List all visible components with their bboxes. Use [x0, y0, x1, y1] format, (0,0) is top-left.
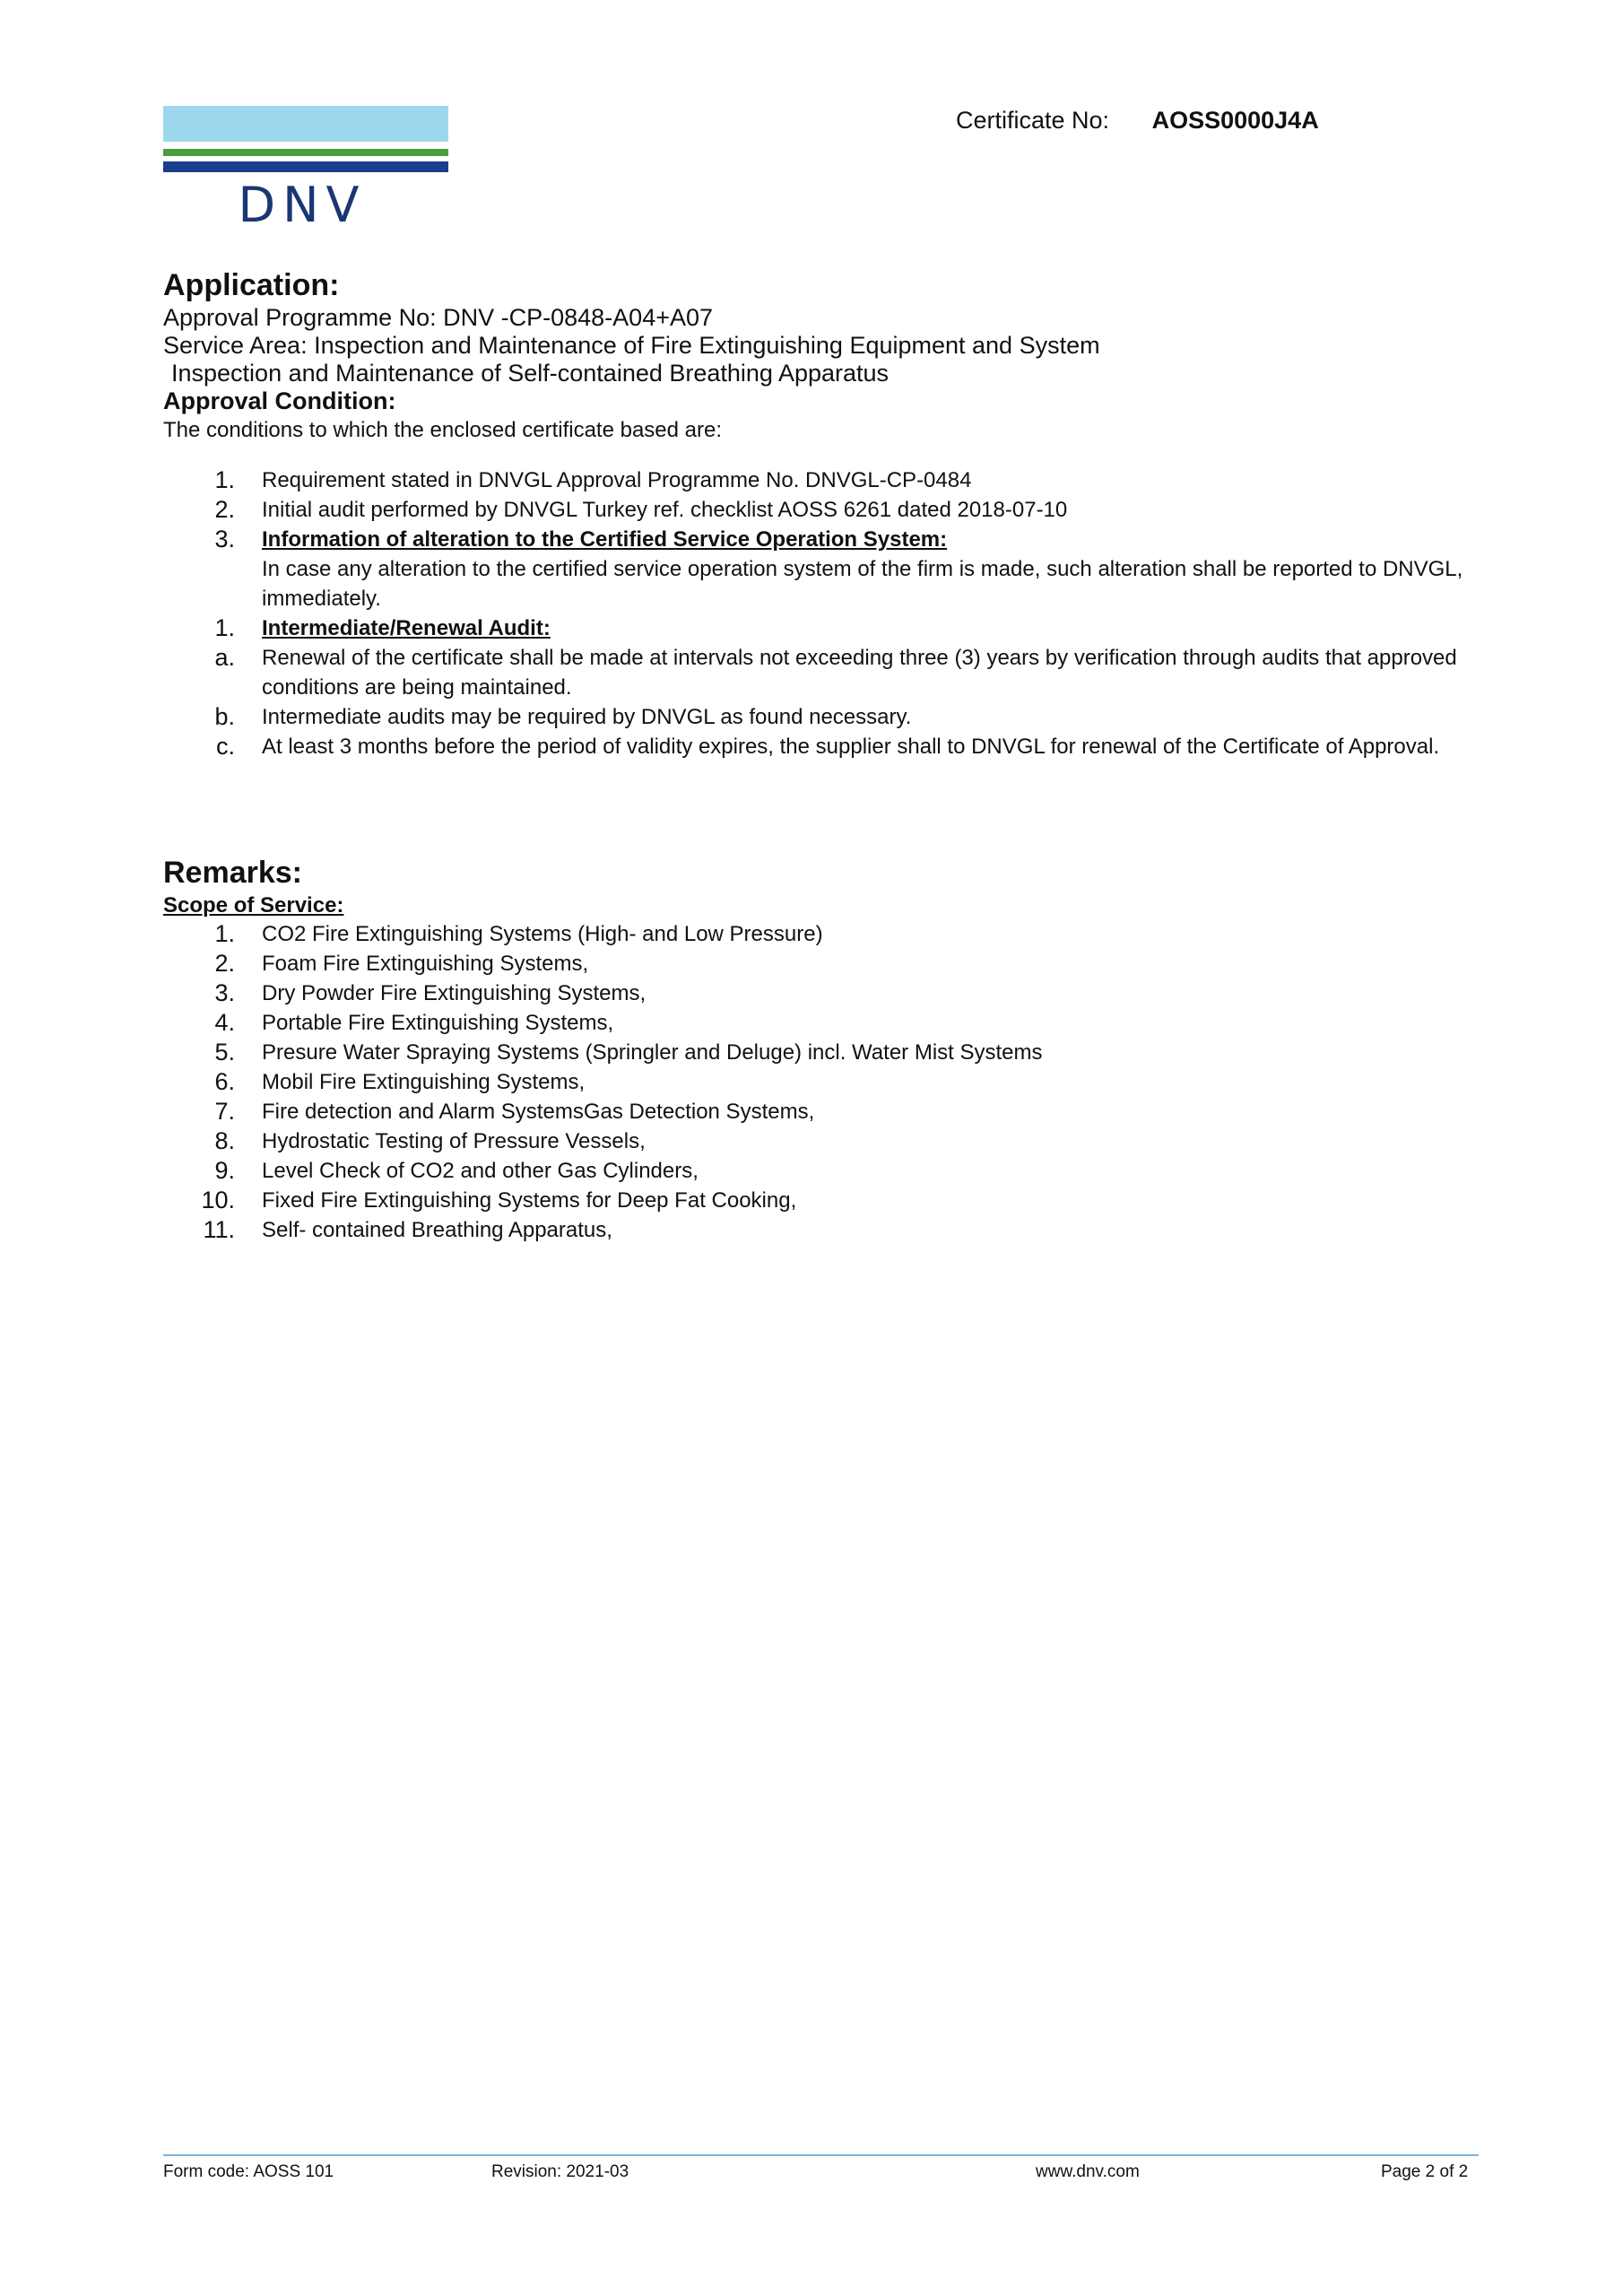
dnv-logo: [163, 106, 448, 242]
list-title: Information of alteration to the Certified Service Operation System:: [262, 527, 948, 552]
scope-of-service-heading: Scope of Service:: [163, 893, 344, 918]
list-item: [163, 1156, 1472, 1186]
list-text: Requirement stated in DNVGL Approval Programme No. DNVGL-CP-0484: [262, 468, 972, 492]
list-number: 8.: [214, 1127, 235, 1154]
list-item: [163, 702, 1472, 732]
list-item: [163, 495, 1472, 525]
list-item: [163, 525, 1472, 613]
list-item: [163, 949, 1472, 978]
list-item: [163, 1067, 1472, 1097]
logo-band-green: [163, 149, 448, 156]
list-text: Hydrostatic Testing of Pressure Vessels,: [262, 1129, 646, 1153]
list-text: In case any alteration to the certified service operation system of the firm is made, such alteration shall be reported to DNVGL, immediately.: [262, 557, 1463, 611]
footer-divider: [163, 2154, 1479, 2156]
service-area-2: Inspection and Maintenance of Self-contained Breathing Apparatus: [171, 360, 890, 387]
list-text: Mobil Fire Extinguishing Systems,: [262, 1070, 586, 1094]
condition-intro: The conditions to which the enclosed certificate based are:: [163, 418, 723, 442]
list-number: a.: [214, 644, 235, 671]
list-number: 10.: [201, 1187, 235, 1213]
list-item: [163, 1215, 1472, 1245]
list-number: b.: [214, 703, 235, 730]
list-number: 2.: [214, 496, 235, 523]
list-text: Level Check of CO2 and other Gas Cylinders,: [262, 1159, 699, 1183]
list-item: [163, 643, 1472, 702]
list-item: [163, 465, 1472, 495]
list-text: Intermediate audits may be required by DNVGL as found necessary.: [262, 705, 912, 729]
list-number: 5.: [214, 1039, 235, 1065]
conditions-list: [163, 465, 1472, 761]
list-item: [163, 732, 1472, 761]
certificate-label: Certificate No:: [956, 107, 1110, 134]
list-text: Fire detection and Alarm SystemsGas Detection Systems,: [262, 1100, 815, 1124]
list-item: [163, 978, 1472, 1008]
list-item: [163, 1008, 1472, 1038]
list-text: At least 3 months before the period of validity expires, the supplier shall to DNVGL for renewal of the Certificate of Approval.: [262, 735, 1440, 759]
list-item: [163, 1038, 1472, 1067]
list-text: Fixed Fire Extinguishing Systems for Deep Fat Cooking,: [262, 1188, 797, 1213]
footer-revision: Revision: 2021-03: [491, 2162, 629, 2181]
approval-programme: Approval Programme No: DNV -CP-0848-A04+A07: [163, 304, 714, 331]
list-number: 4.: [214, 1009, 235, 1036]
list-number: 6.: [214, 1068, 235, 1095]
list-item: [163, 613, 1472, 643]
certificate-number-line: [956, 106, 1319, 135]
list-item: [163, 919, 1472, 949]
list-text: CO2 Fire Extinguishing Systems (High- and Low Pressure): [262, 922, 823, 946]
list-number: 1.: [214, 466, 235, 493]
list-item: [163, 1097, 1472, 1126]
list-text: Initial audit performed by DNVGL Turkey ref. checklist AOSS 6261 dated 2018-07-10: [262, 498, 1068, 522]
list-number: 11.: [203, 1216, 235, 1243]
list-item: [163, 1126, 1472, 1156]
certificate-number: AOSS0000J4A: [1151, 107, 1319, 134]
list-title: Intermediate/Renewal Audit:: [262, 616, 551, 640]
list-text: Renewal of the certificate shall be made at intervals not exceeding three (3) years by verification through audits that approved conditions are being maintained.: [262, 646, 1457, 700]
list-number: 7.: [214, 1098, 235, 1125]
list-text: Self- contained Breathing Apparatus,: [262, 1218, 612, 1242]
list-text: Portable Fire Extinguishing Systems,: [262, 1011, 614, 1035]
list-text: Foam Fire Extinguishing Systems,: [262, 952, 589, 976]
scope-list: [163, 919, 1472, 1245]
logo-wordmark: DNV: [238, 177, 367, 233]
application-heading: Application:: [163, 268, 340, 302]
approval-condition-heading: Approval Condition:: [163, 387, 396, 414]
list-item: [163, 1186, 1472, 1215]
service-area: Service Area: Inspection and Maintenance of Fire Extinguishing Equipment and System: [163, 332, 1100, 359]
list-number: 3.: [214, 979, 235, 1006]
list-number: c.: [215, 733, 235, 760]
logo-band-light-blue: [163, 106, 448, 142]
logo-band-dark-blue: [163, 161, 448, 172]
remarks-heading: Remarks:: [163, 856, 302, 890]
list-text: Presure Water Spraying Systems (Springler and Deluge) incl. Water Mist Systems: [262, 1040, 1043, 1065]
list-number: 3.: [214, 526, 235, 552]
footer-website: www.dnv.com: [1036, 2162, 1140, 2181]
list-number: 2.: [214, 950, 235, 977]
list-number: 1.: [214, 920, 235, 947]
list-number: 1.: [214, 614, 235, 641]
list-number: 9.: [214, 1157, 235, 1184]
footer-page-number: Page 2 of 2: [1381, 2162, 1469, 2181]
footer-form-code: Form code: AOSS 101: [163, 2162, 334, 2181]
list-text: Dry Powder Fire Extinguishing Systems,: [262, 981, 647, 1005]
